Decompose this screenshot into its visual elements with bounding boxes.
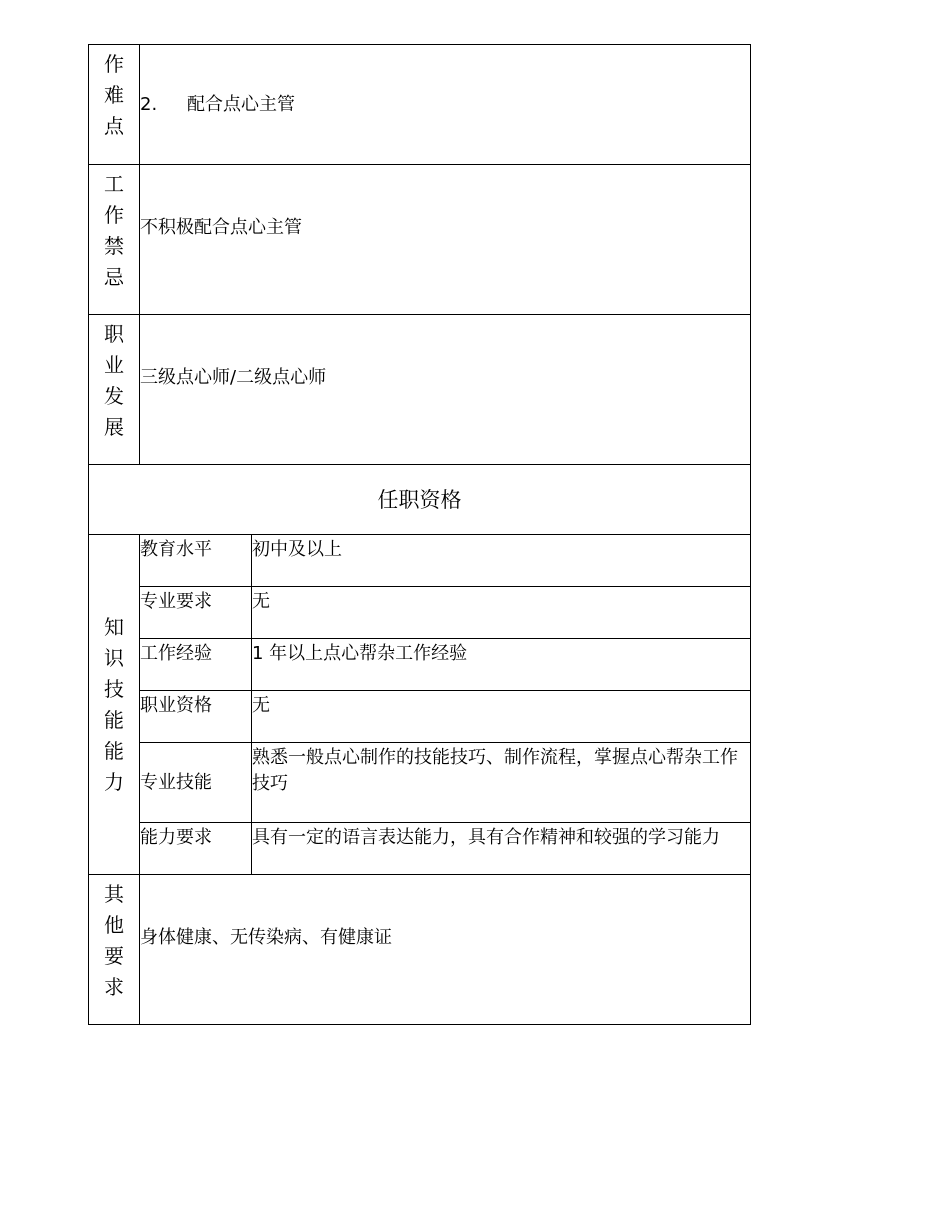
difficulty-row xyxy=(89,45,751,165)
knowledge-row xyxy=(89,743,751,823)
certification-label: 职业资格 xyxy=(140,691,252,743)
experience-value: 1 年以上点心帮杂工作经验 xyxy=(252,639,751,691)
skills-label: 专业技能 xyxy=(140,743,252,823)
other-label: 其 他 要 求 xyxy=(89,875,140,1025)
knowledge-row xyxy=(89,691,751,743)
major-label: 专业要求 xyxy=(140,587,252,639)
other-content: 身体健康、无传染病、有健康证 xyxy=(140,875,751,1025)
qualifications-header: 任职资格 xyxy=(89,465,751,535)
difficulty-item-number: 2. xyxy=(140,93,158,115)
prohibitions-content: 不积极配合点心主管 xyxy=(140,165,751,315)
education-label: 教育水平 xyxy=(140,535,252,587)
qualifications-header-row xyxy=(89,465,751,535)
difficulty-item-text: 配合点心主管 xyxy=(187,93,295,115)
ability-value: 具有一定的语言表达能力，具有合作精神和较强的学习能力 xyxy=(252,823,751,875)
career-content: 三级点心师/二级点心师 xyxy=(140,315,751,465)
knowledge-row xyxy=(89,535,751,587)
difficulty-content xyxy=(140,45,751,165)
major-value: 无 xyxy=(252,587,751,639)
knowledge-row xyxy=(89,823,751,875)
career-label: 职 业 发 展 xyxy=(89,315,140,465)
knowledge-row xyxy=(89,639,751,691)
ability-label: 能力要求 xyxy=(140,823,252,875)
career-row xyxy=(89,315,751,465)
difficulty-label: 作 难 点 xyxy=(89,45,140,165)
knowledge-label: 知 识 技 能 能 力 xyxy=(89,535,140,875)
certification-value: 无 xyxy=(252,691,751,743)
knowledge-row xyxy=(89,587,751,639)
experience-label: 工作经验 xyxy=(140,639,252,691)
education-value: 初中及以上 xyxy=(252,535,751,587)
other-row xyxy=(89,875,751,1025)
prohibitions-row xyxy=(89,165,751,315)
prohibitions-label: 工 作 禁 忌 xyxy=(89,165,140,315)
job-description-table xyxy=(88,44,751,1025)
skills-value: 熟悉一般点心制作的技能技巧、制作流程，掌握点心帮杂工作技巧 xyxy=(252,743,751,823)
